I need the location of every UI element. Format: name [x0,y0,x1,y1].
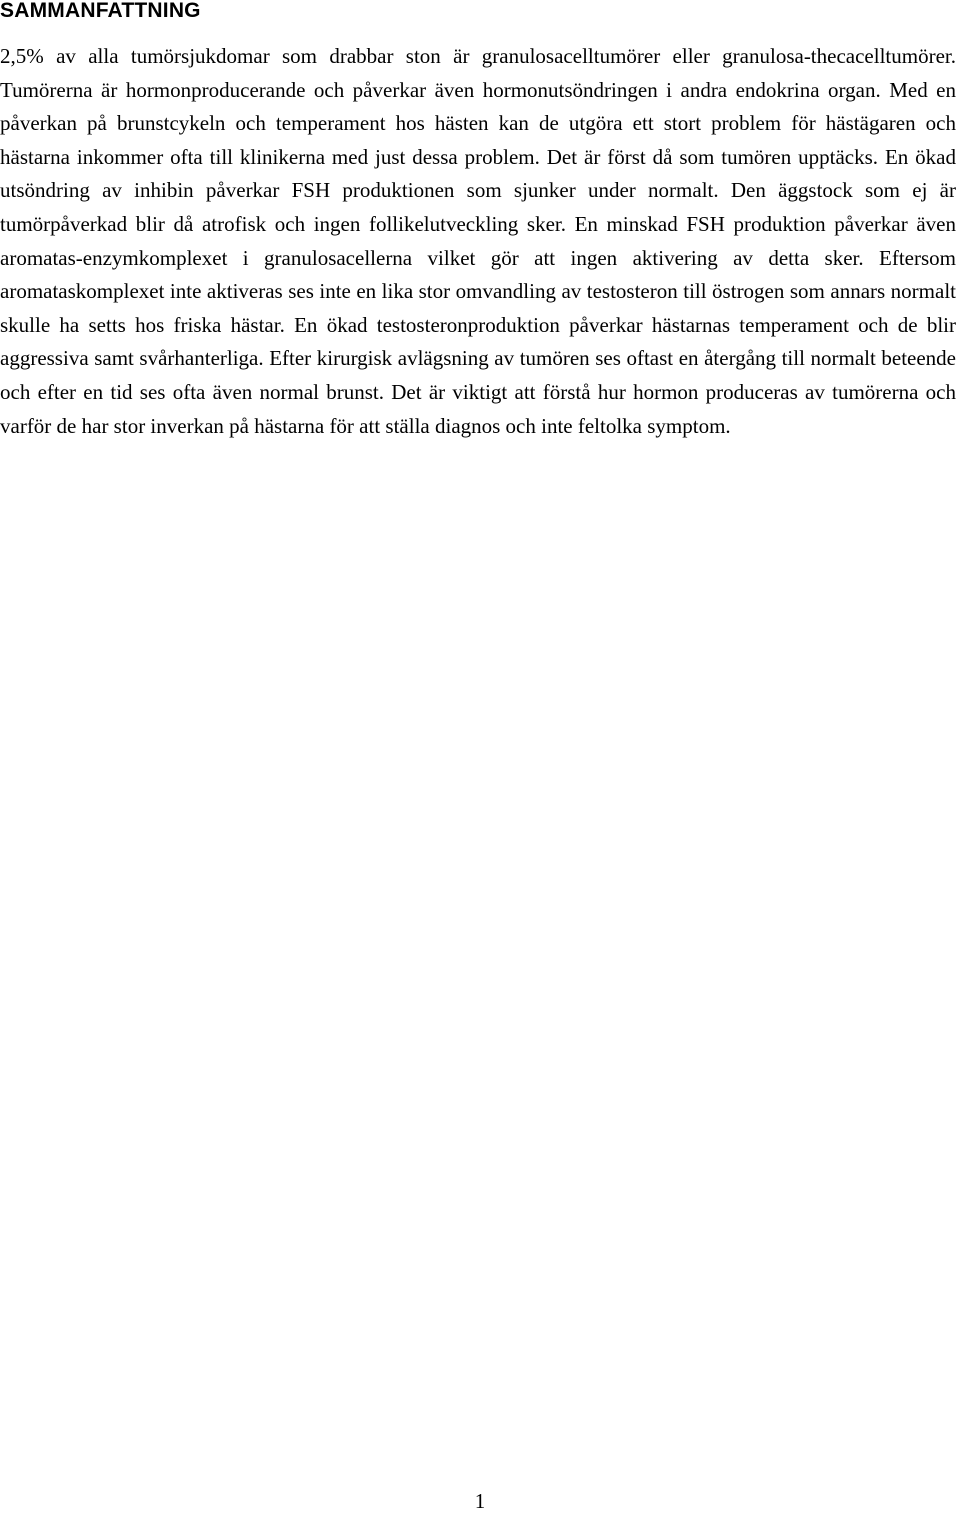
section-heading: SAMMANFATTNING [0,0,201,22]
summary-paragraph: 2,5% av alla tumörsjukdomar som drabbar ston är granulosacelltumörer eller granulosa-thecacelltumörer. Tumörerna är hormonproducerande och påverkar även hormonutsöndringen i andra endokrina organ. Med en påverkan på brunstcykeln och temperament hos hästen kan de utgöra ett stort problem för hästägaren och hästarna inkommer ofta till klinikerna med just dessa problem. Det är först då som tumören upptäcks. En ökad utsöndring av inhibin påverkar FSH produktionen som sjunker under normalt. Den äggstock som ej är tumörpåverkad blir då atrofisk och ingen follikelutveckling sker. En minskad FSH produktion påverkar även aromatas-enzymkomplexet i granulosacellerna vilket gör att ingen aktivering av detta sker. Eftersom aromataskomplexet inte aktiveras ses inte en lika stor omvandling av testosteron till östrogen som annars normalt skulle ha setts hos friska hästar. En ökad testosteronproduktion påverkar hästarnas temperament och de blir aggressiva samt svårhanterliga. Efter kirurgisk avlägsning av tumören ses oftast en återgång till normalt beteende och efter en tid ses ofta även normal brunst. Det är viktigt att förstå hur hormon produceras av tumörerna och varför de har stor inverkan på hästarna för att ställa diagnos och inte feltolka symptom. [0,44,956,438]
page-number: 1 [474,1489,486,1513]
